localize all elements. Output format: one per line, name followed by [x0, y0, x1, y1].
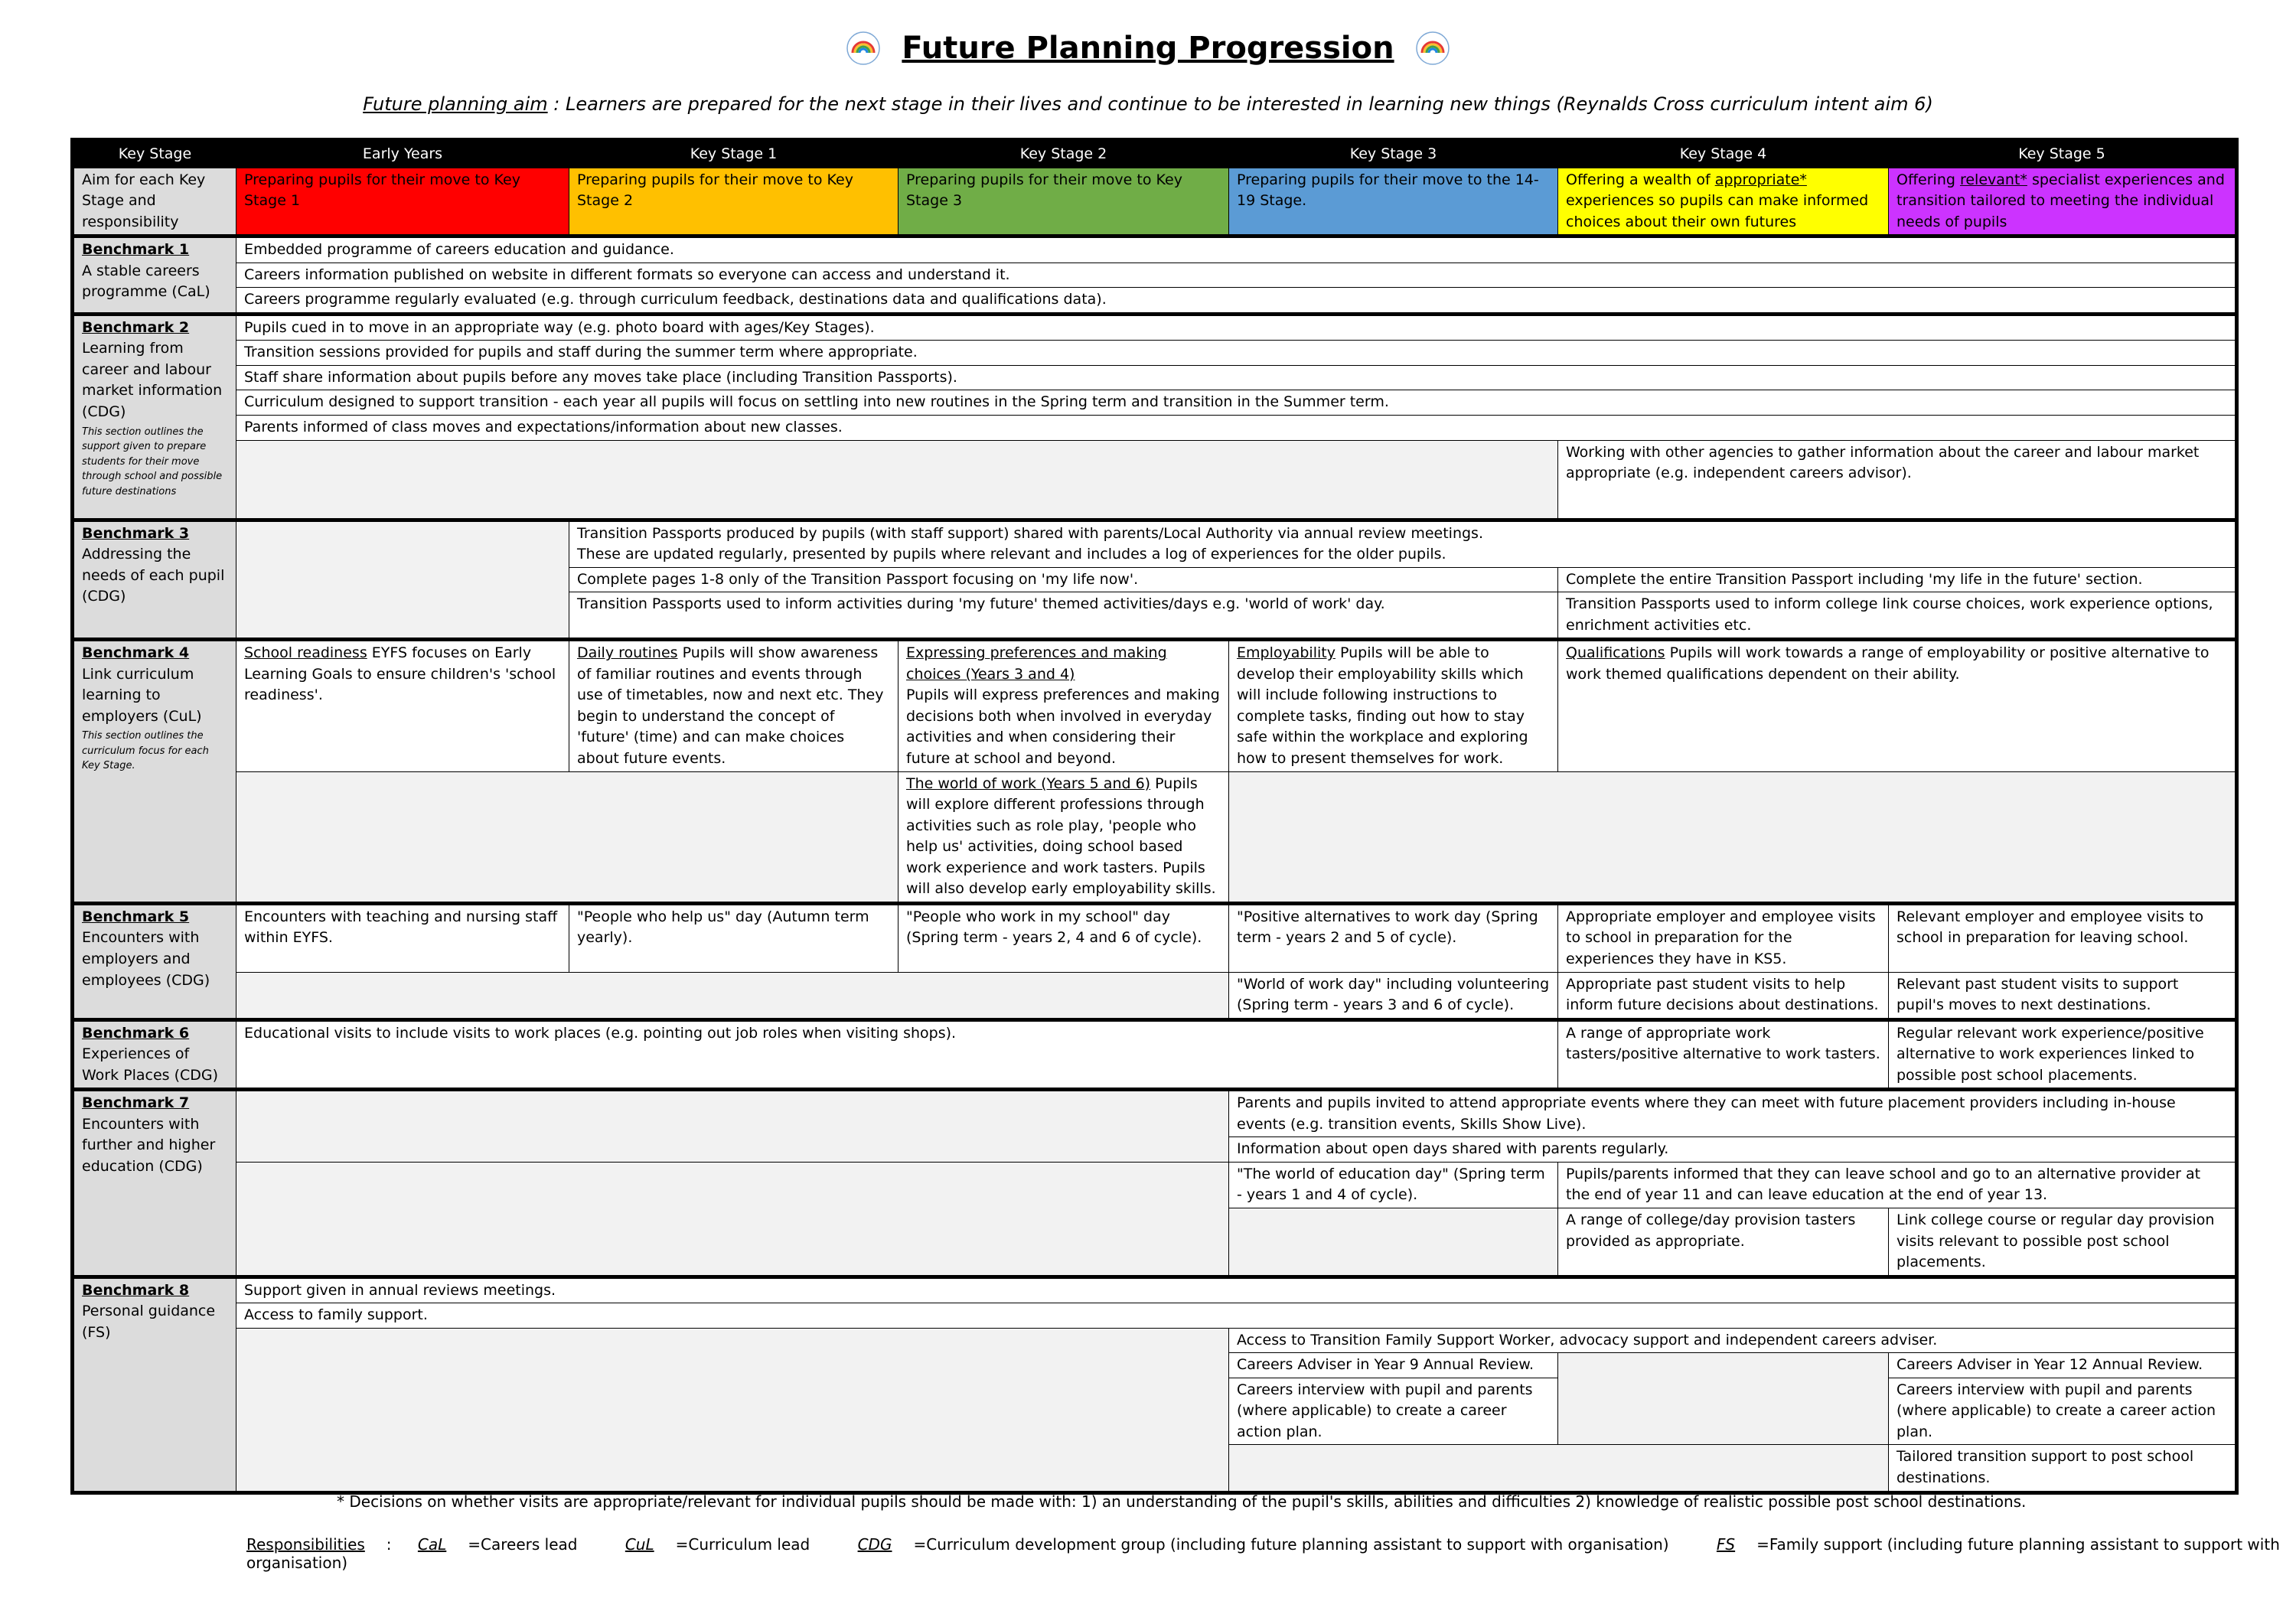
b4-text: Pupils will express preferences and making decisions both when involved in everyday activities and when considering their future at school and beyond. [906, 686, 1220, 768]
page-title: Future Planning Progression [902, 31, 1394, 66]
benchmark-title: Benchmark 7 [82, 1094, 190, 1112]
responsibilities [246, 1535, 2296, 1572]
empty-cell [236, 1328, 1229, 1492]
benchmark-2-row [73, 341, 2237, 366]
benchmark-7-row [73, 1162, 2237, 1208]
benchmark-1-row [73, 236, 2237, 263]
benchmark-6-row [73, 1019, 2237, 1090]
header-key-stage: Key Stage [73, 140, 236, 168]
aim-ks3: Preparing pupils for their move to the 14-19 Stage. [1229, 168, 1558, 236]
empty-cell [236, 1162, 1229, 1277]
b8-item: Support given in annual reviews meetings. [236, 1277, 2237, 1303]
benchmark-1-row [73, 263, 2237, 288]
aim-early-years: Preparing pupils for their move to Key Stage 1 [236, 168, 569, 236]
b5-ks2: "People who work in my school" day (Spring term - years 2, 4 and 6 of cycle). [899, 903, 1229, 972]
benchmark-2-label [73, 314, 236, 520]
benchmark-2-row [73, 314, 2237, 341]
b2-item: Curriculum designed to support transition - each year all pupils will focus on settling into new routines in the Spring term and transition in the Summer term. [236, 390, 2237, 416]
benchmark-4-row [73, 640, 2237, 771]
b3-item [569, 520, 2237, 567]
b3-line: Transition Passports produced by pupils (with staff support) shared with parents/Local Authority via annual review meetings. [577, 524, 1483, 542]
b2-item: Parents informed of class moves and expectations/information about new classes. [236, 416, 2237, 441]
aim-text: : Learners are prepared for the next stage in their lives and continue to be interested in learning new things (Reynalds Cross curriculum intent aim 6) [547, 93, 1933, 115]
b4-ks1 [569, 640, 899, 771]
header-ks4: Key Stage 4 [1558, 140, 1889, 168]
b2-item: Pupils cued in to move in an appropriate way (e.g. photo board with ages/Key Stages). [236, 314, 2237, 341]
b5-ks4: Appropriate past student visits to help inform future decisions about destinations. [1558, 972, 1889, 1019]
empty-cell [236, 771, 899, 903]
resp-cal [418, 1535, 599, 1554]
b4-heading: Employability [1237, 644, 1336, 662]
header-ks3: Key Stage 3 [1229, 140, 1558, 168]
b7-ks4: A range of college/day provision tasters provided as appropriate. [1558, 1208, 1889, 1277]
b1-item: Careers programme regularly evaluated (e.g. through curriculum feedback, destinations data and qualifications data). [236, 288, 2237, 315]
aim-ks1: Preparing pupils for their move to Key Stage 2 [569, 168, 899, 236]
b7-ks5: Link college course or regular day provision visits relevant to possible post school placements. [1889, 1208, 2237, 1277]
b2-item: Working with other agencies to gather information about the career and labour market appropriate (e.g. independent careers advisor). [1558, 440, 2237, 520]
benchmark-desc: A stable careers programme (CaL) [82, 262, 210, 301]
benchmark-1-label [73, 236, 236, 315]
b5-ks3: "Positive alternatives to work day (Spring term - years 2 and 5 of cycle). [1229, 903, 1558, 972]
b2-item: Transition sessions provided for pupils and staff during the summer term where appropriate. [236, 341, 2237, 366]
empty-cell [236, 1090, 1229, 1163]
aim-label: Future planning aim [363, 93, 548, 115]
header-early-years: Early Years [236, 140, 569, 168]
resp-cdg [858, 1535, 1691, 1554]
b4-text: Pupils will explore different professions through activities such as role play, 'people who help us' activities, doing school based work experience and work tasters. Pupils will also develop early employability skills. [906, 774, 1216, 898]
benchmark-note: This section outlines the support given to prepare students for their move through school and possible future destinations [82, 426, 223, 497]
resp-value: =Curriculum lead [675, 1535, 810, 1554]
resp-key: CaL [417, 1535, 447, 1554]
b4-ks4-ks5 [1558, 640, 2237, 771]
b5-ks5: Relevant past student visits to support pupil's moves to next destinations. [1889, 972, 2237, 1019]
resp-value: =Careers lead [468, 1535, 578, 1554]
b3-item: Transition Passports used to inform activities during 'my future' themed activities/days e.g. 'world of work' day. [569, 592, 1558, 640]
benchmark-8-row [73, 1328, 2237, 1353]
b8-ks5: Tailored transition support to post school destinations. [1889, 1445, 2237, 1492]
b4-heading: Expressing preferences and making choices (Years 3 and 4) [906, 644, 1167, 683]
benchmark-8-row [73, 1303, 2237, 1329]
benchmark-desc: Link curriculum learning to employers (CuL) [82, 665, 202, 725]
aim-ks2: Preparing pupils for their move to Key Stage 3 [899, 168, 1229, 236]
benchmark-title: Benchmark 3 [82, 524, 190, 542]
empty-cell [1229, 1445, 1889, 1492]
benchmark-title: Benchmark 6 [82, 1024, 190, 1042]
benchmark-1-row [73, 288, 2237, 315]
b5-early-years: Encounters with teaching and nursing staff within EYFS. [236, 903, 569, 972]
b2-item: Staff share information about pupils before any moves take place (including Transition Passports). [236, 365, 2237, 390]
benchmark-6-label [73, 1019, 236, 1090]
benchmark-desc: Learning from career and labour market information (CDG) [82, 340, 223, 421]
resp-label-text: Responsibilities [246, 1535, 365, 1554]
b7-ks3: "The world of education day" (Spring term - years 1 and 4 of cycle). [1229, 1162, 1558, 1208]
header-ks2: Key Stage 2 [899, 140, 1229, 168]
aim-ks5-a: Offering [1896, 171, 1960, 188]
b8-item: Access to Transition Family Support Worker, advocacy support and independent careers adviser. [1229, 1328, 2237, 1353]
b4-ks3 [1229, 640, 1558, 771]
b8-ks5: Careers Adviser in Year 12 Annual Review. [1889, 1353, 2237, 1378]
benchmark-desc: Personal guidance (FS) [82, 1303, 216, 1341]
benchmark-desc: Encounters with employers and employees (CDG) [82, 929, 210, 989]
empty-cell [1558, 1353, 1889, 1445]
benchmark-title: Benchmark 2 [82, 318, 190, 336]
aim-ks5-b: specialist experiences and transition tailored to meeting the individual needs of pupils [1896, 171, 2225, 230]
benchmark-2-row [73, 416, 2237, 441]
aim-row [73, 168, 2237, 236]
benchmark-title: Benchmark 1 [82, 241, 190, 259]
aim-row-label: Aim for each Key Stage and responsibility [73, 168, 236, 236]
b4-ks2 [899, 640, 1229, 771]
rainbow-logo-icon [846, 31, 881, 66]
aim-ks5-u: relevant* [1959, 171, 2027, 188]
b3-item: Transition Passports used to inform college link course choices, work experience options, enrichment activities etc. [1558, 592, 2237, 640]
b5-ks3: "World of work day" including volunteering (Spring term - years 3 and 6 of cycle). [1229, 972, 1558, 1019]
resp-key: FS [1716, 1535, 1736, 1554]
empty-cell [1229, 771, 2237, 903]
aim-ks4-u: appropriate* [1714, 171, 1807, 188]
future-planning-aim [0, 93, 2296, 115]
benchmark-8-row [73, 1277, 2237, 1303]
b6-ks5: Regular relevant work experience/positive alternative to work experiences linked to possible post school placements. [1889, 1019, 2237, 1090]
benchmark-note: This section outlines the curriculum focus for each Key Stage. [82, 730, 209, 772]
rainbow-logo-icon [1415, 31, 1450, 66]
b8-item: Access to family support. [236, 1303, 2237, 1329]
benchmark-desc: Encounters with further and higher education (CDG) [82, 1115, 216, 1175]
b1-item: Embedded programme of careers education and guidance. [236, 236, 2237, 263]
b5-ks5: Relevant employer and employee visits to school in preparation for leaving school. [1889, 903, 2237, 972]
aim-ks4-a: Offering a wealth of [1566, 171, 1715, 188]
benchmark-title: Benchmark 5 [82, 908, 190, 925]
responsibilities-label: Responsibilities : [246, 1535, 392, 1554]
b4-text: Pupils will work towards a range of employability or positive alternative to work themed qualifications dependent on their ability. [1566, 644, 2210, 683]
resp-key: CDG [857, 1535, 892, 1554]
b4-heading: The world of work (Years 5 and 6) [906, 774, 1151, 792]
b3-item: Complete pages 1-8 only of the Transition Passport focusing on 'my life now'. [569, 567, 1558, 592]
empty-cell [236, 972, 1229, 1019]
benchmark-5-label [73, 903, 236, 1019]
empty-cell [236, 440, 1558, 520]
benchmark-7-row [73, 1090, 2237, 1137]
b3-line: These are updated regularly, presented by pupils where relevant and includes a log of experiences for the older pupils. [577, 546, 1446, 563]
benchmark-2-row [73, 365, 2237, 390]
empty-cell [236, 520, 569, 640]
benchmark-5-row [73, 903, 2237, 972]
resp-key: CuL [625, 1535, 654, 1554]
b3-item: Complete the entire Transition Passport including 'my life in the future' section. [1558, 567, 2237, 592]
aim-ks5 [1889, 168, 2237, 236]
benchmark-5-row [73, 972, 2237, 1019]
b7-ks4-ks5: Pupils/parents informed that they can leave school and go to an alternative provider at the end of year 11 and can leave education at the end of year 13. [1558, 1162, 2237, 1208]
header-ks5: Key Stage 5 [1889, 140, 2237, 168]
benchmark-3-row [73, 520, 2237, 567]
header-ks1: Key Stage 1 [569, 140, 899, 168]
benchmark-4-label [73, 640, 236, 904]
b4-ks2-world-of-work [899, 771, 1229, 903]
b4-text: EYFS focuses on Early Learning Goals to ensure children's 'school readiness'. [244, 644, 556, 704]
resp-value: =Family support (including future planning assistant to support with organisation) [246, 1535, 2280, 1572]
b7-item: Information about open days shared with parents regularly. [1229, 1137, 2237, 1163]
header-row [73, 140, 2237, 168]
b6-main: Educational visits to include visits to work places (e.g. pointing out job roles when visiting shops). [236, 1019, 1558, 1090]
b1-item: Careers information published on website in different formats so everyone can access and understand it. [236, 263, 2237, 288]
benchmark-7-label [73, 1090, 236, 1277]
progression-table [70, 138, 2239, 1495]
aim-ks4 [1558, 168, 1889, 236]
b8-ks5: Careers interview with pupil and parents (where applicable) to create a career action plan. [1889, 1378, 2237, 1445]
benchmark-desc: Experiences of Work Places (CDG) [82, 1045, 219, 1084]
b4-heading: Qualifications [1566, 644, 1665, 662]
b6-ks4: A range of appropriate work tasters/positive alternative to work tasters. [1558, 1019, 1889, 1090]
benchmark-2-row [73, 390, 2237, 416]
b4-text: Pupils will be able to develop their employability skills which will include following instructions to complete tasks, finding out how to stay safe within the workplace and exploring how to present themselves for work. [1237, 644, 1528, 768]
b5-ks1: "People who help us" day (Autumn term yearly). [569, 903, 899, 972]
b8-ks3: Careers Adviser in Year 9 Annual Review. [1229, 1353, 1558, 1378]
resp-cul [625, 1535, 831, 1554]
b4-early-years [236, 640, 569, 771]
b4-heading: School readiness [244, 644, 367, 662]
aim-ks4-b: experiences so pupils can make informed choices about their own futures [1566, 192, 1869, 230]
footnote: * Decisions on whether visits are appropriate/relevant for individual pupils should be made with: 1) an understanding of the pupil's skills, abilities and difficulties 2) knowledge of realistic possible post school destinations. [337, 1492, 2027, 1511]
resp-value: =Curriculum development group (including future planning assistant to support with organisation) [913, 1535, 1669, 1554]
b4-heading: Daily routines [577, 644, 678, 662]
benchmark-title: Benchmark 8 [82, 1281, 190, 1299]
b7-item: Parents and pupils invited to attend appropriate events where they can meet with future placement providers including in-house events (e.g. transition events, Skills Show Live). [1229, 1090, 2237, 1137]
benchmark-3-label [73, 520, 236, 640]
empty-cell [1229, 1208, 1558, 1277]
benchmark-8-label [73, 1277, 236, 1492]
b5-ks4: Appropriate employer and employee visits to school in preparation for the experiences they have in KS5. [1558, 903, 1889, 972]
benchmark-desc: Addressing the needs of each pupil (CDG) [82, 546, 225, 605]
b8-ks3: Careers interview with pupil and parents (where applicable) to create a career action plan. [1229, 1378, 1558, 1445]
b4-text: Pupils will show awareness of familiar routines and events through use of timetables, now and next etc. They begin to understand the concept of 'future' (time) and can make choices about future events. [577, 644, 884, 768]
benchmark-2-row [73, 440, 2237, 520]
benchmark-title: Benchmark 4 [82, 644, 190, 662]
title-bar [0, 31, 2296, 66]
benchmark-4-row [73, 771, 2237, 903]
